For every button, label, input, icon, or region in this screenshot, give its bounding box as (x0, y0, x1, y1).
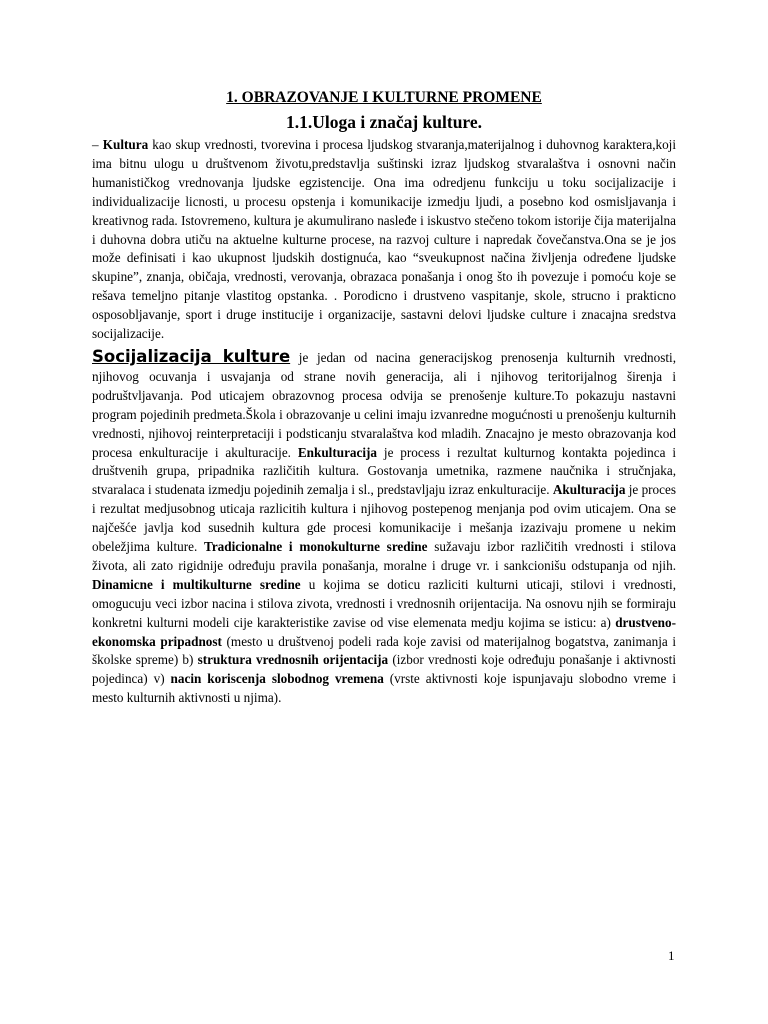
document-page (92, 88, 676, 708)
paragraph-text: je proces i rezultat medjusobnog uticaja razlicitih kultura i njihovog postepenog menjanja pod ovim uticajem. Ona se najčešće javlja kod susednih kultura gde procesi komunikacije i mešanja izazivaju promene u nekim obeležjima kulture. (92, 482, 676, 555)
paragraph-kultura (92, 136, 676, 344)
dash: – (92, 137, 103, 152)
paragraph-socijalizacija (92, 348, 676, 708)
paragraph-text: u kojima se doticu razliciti kulturni uticaji, stilovi i vrednosti, omogucuju veci izbor nacina i stilova zivota, vrednosti i vrednosnih orijentacija. Na osnovu njih se formiraju konkretni kulturni modeli cije karakteristike zavise od vise elemenata medju kojima se isticu: a) (92, 576, 676, 630)
term-enkulturacija: Enkulturacija (297, 444, 378, 460)
paragraph-text: (izbor vrednosti koje određuju ponašanje i aktivnosti pojedinca) v) (92, 652, 676, 687)
term-drustveno-ekonomska: drustveno- ekonomska pripadnost (92, 614, 676, 649)
term-kultura: Kultura (102, 137, 149, 152)
term-tradicionalne: Tradicionalne i monokulturne sredine (204, 539, 428, 555)
paragraph-text: (mesto u društvenoj podeli rada koje zavisi od materijalnog bogatstva, zanimanja i školske spreme) b) (92, 633, 676, 668)
chapter-heading: 1. OBRAZOVANJE I KULTURNE PROMENE (226, 89, 542, 106)
paragraph-text: sužavaju izbor različitih vrednosti i stilova života, ali zato rigidnije određuju pravila ponašanja, moralne i druge vr. i sankcionišu odstupanja od njih. (92, 539, 676, 573)
term-socijalizacija: Socijalizacija kulture (92, 346, 291, 366)
paragraph-text: je process i rezultat kulturnog kontakta pojedinca i društvenih grupa, pripadnika različitih kultura. Gostovanja umetnika, razmene naučnika i stručnjaka, stvaralaca i studenata izmedju pojedinih zemalja i sl., predstavljaju izraz enkulturacije. (92, 444, 677, 498)
paragraph-text: (vrste aktivnosti koje ispunjavaju slobodno vreme i mesto kulturnih aktivnosti u njima). (92, 671, 676, 706)
section-heading: 1.1.Uloga i značaj kulture. (285, 112, 483, 132)
term-dinamicne: Dinamicne i multikulturne sredine (92, 576, 301, 592)
paragraph-text: kao skup vrednosti, tvorevina i procesa ljudskog stvaranja,materijalnog i duhovnog karaktera,koji ima bitnu ulogu u društvenom životu,predstavlja suštinski izraz ljudskog stvaralaštva i osnovni način humanističkog vrednovanja ljudske egzistencije. Ona ima odredjenu funkciju u toku socijalizacije i individualizacije licnosti, u procesu opstenja i komunikacije izmedju ljudi, a posebno kod osmisljavanja i kreativnog rada. Istovremeno, kultura je akumulirano nasleđe i iskustvo stečeno tokom istorije čija materijalna i duhovna dobra utiču na aktuelne kulturne procese, na razvoj culture i napredak čovečanstva.Ona se je jos može definisati i kao ukupnost ljudskih dostignuća, kao “sveukupnost načina življenja određene ljudske skupine”, znanja, običaja, vrednosti, verovanja, obrazaca ponašanja i onog što ih povezuje i pomoću koje se rešava temeljno pitanje vlastitog opstanka. . Porodicno i drustveno vaspitanje, skole, strucno i prakticno osposobljavanje, sport i druge institucije i organizacije, sastavni delovi ljudske culture i znacajna sredstva socijalizacije. (92, 137, 676, 342)
term-akulturacija: Akulturacija (552, 482, 626, 498)
term-slobodno-vreme: nacin koriscenja slobodnog vremena (170, 671, 384, 687)
term-struktura: struktura vrednosnih orijentacija (197, 652, 389, 668)
paragraph-text: je jedan od nacina generacijskog prenosenja kulturnih vrednosti, njihovog ocuvanja i usvajanja od strane novih generacija, ali i njihovog teritorijalnog širenja i podruštvljavanja. Pod uticajem obrazovnog procesa odvija se prenošenje kulture.To pokazuju nastavni program pojedinih predmeta.Škola i obrazovanje u celini imaju izvanredne mogućnosti u prenošenju kulturnih vrednosti, njihovoj reinterpretaciji i podsticanju stvaralaštva kod mladih. Znacajno je mesto obrazovanja kod procesa enkulturacije i akulturacije. (92, 349, 676, 460)
page-number: 1 (668, 948, 675, 963)
